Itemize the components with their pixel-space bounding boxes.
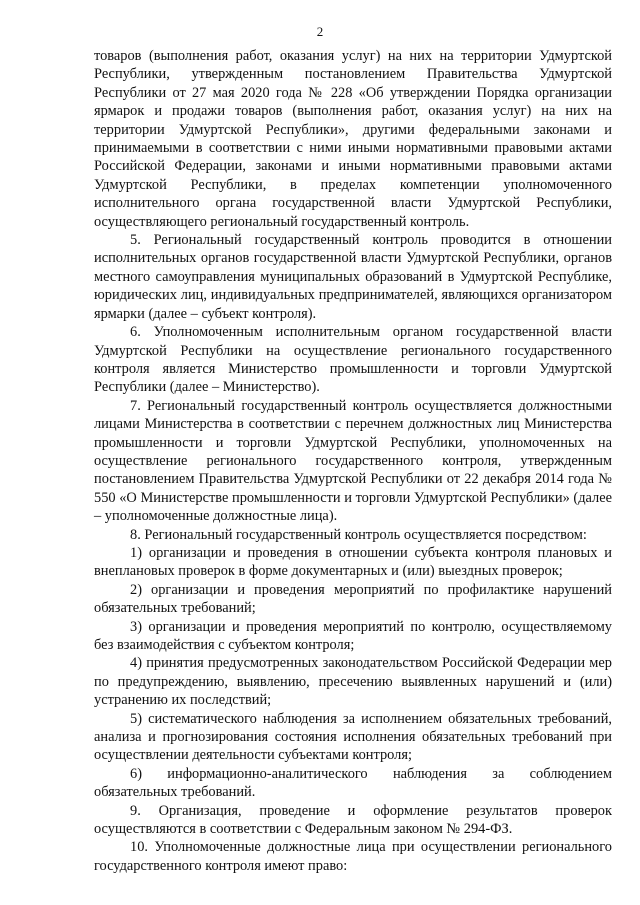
list-item-8-1: 1) организации и проведения в отношении субъекта контроля плановых и внеплановых проверок в форме документарных и (или) выездных проверок;: [94, 544, 612, 580]
page-number: 2: [316, 24, 324, 39]
paragraph-8: 8. Региональный государственный контроль осуществляется посредством:: [130, 526, 587, 543]
list-item-8-6: 6) информационно-аналитического наблюдения за соблюдением обязательных требований.: [94, 765, 612, 801]
paragraph-10: 10. Уполномоченные должностные лица при осуществлении регионального государственного контроля имеют право:: [94, 839, 612, 874]
document-body: [94, 47, 612, 875]
paragraph-9: 9. Организация, проведение и оформление результатов проверок осуществляются в соответствии с Федеральным законом № 294-ФЗ.: [94, 802, 612, 838]
paragraph-5: 5. Региональный государственный контроль проводится в отношении исполнительных органов государственной власти Удмуртской Республики, органов местного самоуправления муниципальных образований в Удмуртской Республике, юридических лиц, индивидуальных предпринимателей, являющихся организатором ярмарки (далее – субъект контроля).: [94, 232, 612, 322]
list-item-8-4: 4) принятия предусмотренных законодательством Российской Федерации мер по предупреждению, выявлению, пресечению выявленных нарушений и (или) устранению их последствий;: [94, 655, 612, 709]
list-item-8-5: 5) систематического наблюдения за исполнением обязательных требований, анализа и прогнозирования состояния исполнения обязательных требований при осуществлении деятельности субъектами контроля;: [94, 710, 612, 764]
paragraph-6: 6. Уполномоченным исполнительным органом государственной власти Удмуртской Республики на осуществление регионального государственного контроля является Министерство промышленности и торговли Удмуртской Республики (далее – Министерство).: [94, 324, 612, 396]
paragraph-7: 7. Региональный государственный контроль осуществляется должностными лицами Министерства в соответствии с перечнем должностных лиц Министерства промышленности и торговли Удмуртской Республики, уполномоченных на осуществление регионального государственного контроля, утвержденным постановлением Правительства Удмуртской Республики от 22 декабря 2014 года № 550 «О Министерстве промышленности и торговли Удмуртской Республики» (далее – уполномоченные должностные лица).: [94, 397, 612, 525]
list-item-8-3: 3) организации и проведения мероприятий по контролю, осуществляемому без взаимодействия с субъектом контроля;: [94, 618, 612, 653]
list-item-8-2: 2) организации и проведения мероприятий по профилактике нарушений обязательных требований;: [94, 581, 612, 617]
paragraph-continuation: товаров (выполнения работ, оказания услуг) на них на территории Удмуртской Республики, утвержденным постановлением Правительства Удмуртской Республики от 27 мая 2020 года № 228 «Об утверждении Порядка организации ярмарок и продажи товаров (выполнения работ, оказания услуг) на них на территории Удмуртской Республики», другими федеральными законами и принимаемыми в соответствии с ними иными нормативными правовыми актами Российской Федерации, законами и иными нормативными правовыми актами Удмуртской Республики, в пределах компетенции уполномоченного исполнительного органа государственной власти Удмуртской Республики, осуществляющего региональный государственный контроль.: [94, 48, 612, 230]
